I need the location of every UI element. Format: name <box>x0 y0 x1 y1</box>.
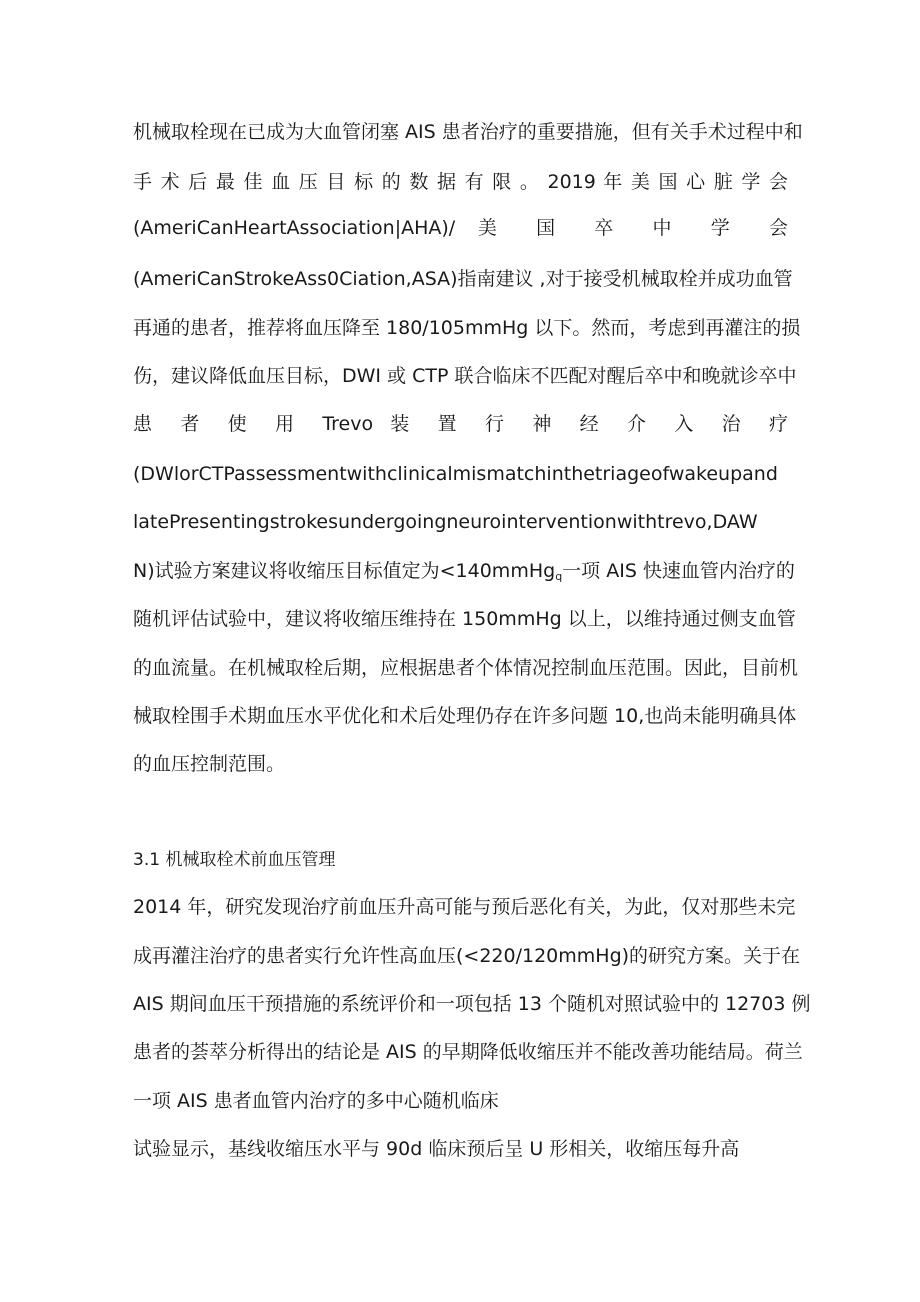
paragraph-line: 患 者 使 用 Trevo 装 置 行 神 经 介 入 治 疗 <box>133 413 788 435</box>
section-heading: 3.1 机械取栓术前血压管理 <box>133 850 336 870</box>
paragraph-line: 手 术 后 最 佳 血 压 目 标 的 数 据 有 限 。 2019 年 美 国 心 脏 学 会 <box>133 171 788 193</box>
paragraph-line: (AmeriCanHeartAssociation|AHA)/ 美 国 卒 中 学 会 <box>133 217 788 239</box>
paragraph-line: (DWlorCTPassessmentwithclinicalmismatchinthetriageofwakeupand <box>133 463 778 485</box>
paragraph-line: 伤，建议降低血压目标，DWI 或 CTP 联合临床不匹配对醒后卒中和晚就诊卒中 <box>133 365 797 387</box>
paragraph-line: 2014 年，研究发现治疗前血压升高可能与预后恶化有关，为此，仅对那些未完 <box>133 896 796 918</box>
paragraph-line: latePresentingstrokesundergoingneurointerventionwithtrevo,DAW <box>133 511 758 533</box>
paragraph-line: 患者的荟萃分析得出的结论是 AIS 的早期降低收缩压并不能改善功能结局。荷兰 <box>133 1041 803 1063</box>
paragraph-line: 的血流量。在机械取栓后期，应根据患者个体情况控制血压范围。因此，目前机 <box>133 657 799 679</box>
paragraph-line: 机械取栓现在已成为大血管闭塞 AIS 患者治疗的重要措施，但有关手术过程中和 <box>133 121 803 143</box>
paragraph-line: 一项 AIS 患者血管内治疗的多中心随机临床 <box>133 1090 499 1112</box>
paragraph-line: 随机评估试验中，建议将收缩压维持在 150mmHg 以上，以维持通过侧支血管 <box>133 608 796 630</box>
paragraph-line: 成再灌注治疗的患者实行允许性高血压(<220/120mmHg)的研究方案。关于在 <box>133 945 801 967</box>
paragraph-line: 的血压控制范围。 <box>133 753 286 775</box>
paragraph-line <box>133 557 795 585</box>
line-text: N)试验方案建议将收缩压目标值定为<140mmHg <box>133 560 556 582</box>
paragraph-line: (AmeriCanStrokeAss0Ciation,ASA)指南建议 ,对于接受机械取栓并成功血管 <box>133 268 793 290</box>
paragraph-line: 械取栓围手术期血压水平优化和术后处理仍存在许多问题 10,也尚未能明确具体 <box>133 705 797 727</box>
paragraph-line: 试验显示，基线收缩压水平与 90d 临床预后呈 U 形相关，收缩压每升高 <box>133 1138 740 1160</box>
paragraph-line: 再通的患者，推荐将血压降至 180/105mmHg 以下。然而，考虑到再灌注的损 <box>133 317 801 339</box>
paragraph-line: AIS 期间血压干预措施的系统评价和一项包括 13 个随机对照试验中的 12703 例 <box>133 993 811 1015</box>
subscript-mark: q <box>555 570 563 583</box>
line-text: 一项 AIS 快速血管内治疗的 <box>562 560 795 582</box>
